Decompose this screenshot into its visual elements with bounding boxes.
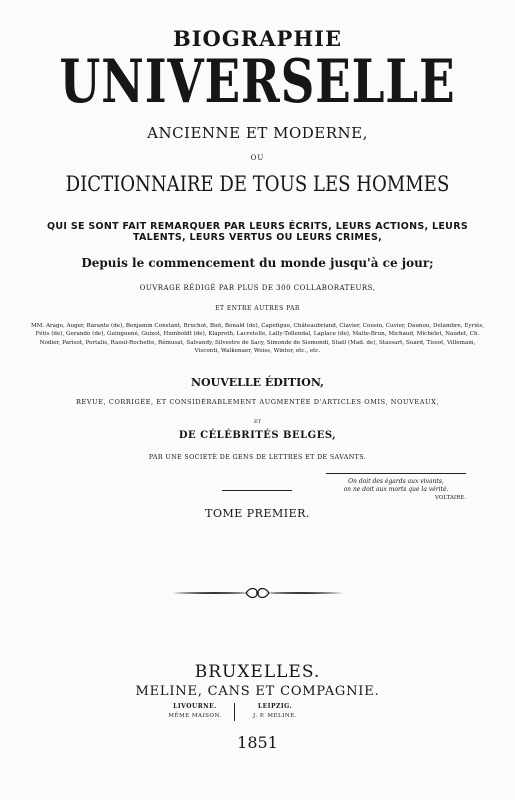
epigraph-line-2: on ne doit aux morts que la vérité. [343,486,449,493]
ornamental-divider [170,586,345,600]
title-line-depuis: Depuis le commencement du monde jusqu'à ce jour; [81,256,434,270]
edition-belges: DE CÉLÉBRITÉS BELGES, [178,430,337,441]
epigraph-attribution: VOLTAIRE. [434,495,466,501]
publisher-separator [234,703,235,721]
publisher-leipzig-name: J. P. MELINE. [253,713,297,719]
publication-year: 1851 [237,733,278,752]
publisher-livourne [160,703,230,719]
epigraph [326,473,466,502]
collaborators-line: OUVRAGE RÉDIGÉ PAR PLUS DE 300 COLLABORATEURS, [139,284,376,292]
edition-title: NOUVELLE ÉDITION, [191,376,324,389]
title-line-subtitle: QUI SE SONT FAIT REMARQUER PAR LEURS ÉCRITS, LEURS ACTIONS, LEURS TALENTS, LEURS VERTUS OU LEURS CRIMES, [47,221,468,243]
publisher-leipzig-city: LEIPZIG. [257,703,293,710]
title-line-dictionnaire: DICTIONNAIRE DE TOUS LES HOMMES [65,172,450,196]
publisher-livourne-name: MÊME MAISON. [168,713,222,719]
publisher-name: MELINE, CANS ET COMPAGNIE. [135,684,380,699]
collaborators-entre-autres: ET ENTRE AUTRES PAR [215,305,300,312]
publisher-leipzig [240,703,310,719]
title-line-ancienne: ANCIENNE ET MODERNE, [147,124,368,142]
collaborators-names: MM. Arago, Auger, Barante (de), Benjamin Constant, Bruchot, Biot, Bonald (de), Capefigue, Châteaubriand, Clavier, Cousin, Cuvier, Daunou, Delambre, Eyriès, Fétis (de), Gerando (de), Guinguené, Guizot, Humboldt (de), Klaproth, Lacretelle, Lally-Tollendal, Laplace (de), Malte-Brun, Michaud, Michelet, Naudet, Ch. Nodier, Parisot, Portalis, Raoul-Rochette, Rémusat, Salvandy, Silvestre de Sacy, Simonde de Sismondi, Staël (Mad. de), Stassart, Suard, Tissot, Villemain, Visconti, Walkenaer, Weiss, Winter, etc., etc. [30,323,485,355]
title-line-ou: OU [250,154,265,162]
publisher-livourne-city: LIVOURNE. [173,703,217,710]
epigraph-line-1: On doit des égards aux vivants, [348,478,444,485]
title-line-biographie: BIOGRAPHIE [172,26,342,51]
edition-description: REVUE, CORRIGÉE, ET CONSIDÉRABLEMENT AUGMENTÉE D'ARTICLES OMIS, NOUVEAUX, [76,398,439,406]
divider-rule [222,490,292,491]
edition-society: PAR UNE SOCIÉTÉ DE GENS DE LETTRES ET DE SAVANTS. [148,454,367,461]
edition-et: ET [254,419,261,425]
title-line-universelle: UNIVERSELLE [59,47,456,117]
tome-label: TOME PREMIER. [205,507,310,520]
publisher-city: BRUXELLES. [194,662,321,682]
